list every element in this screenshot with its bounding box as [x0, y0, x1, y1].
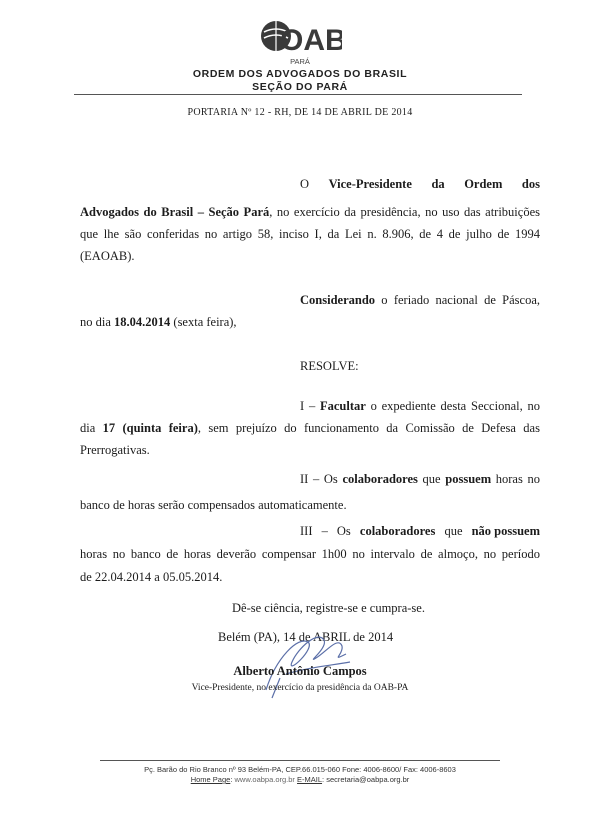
p1-word: da — [431, 177, 445, 191]
item1-text: , sem prejuízo do funcionamento da Comissão de Defesa das — [197, 421, 540, 435]
svg-text:OAB: OAB — [280, 24, 342, 57]
p1-bold-text: Advogados do Brasil – Seção Pará — [80, 205, 270, 219]
p2-line2 — [80, 311, 237, 333]
place-and-date: Belém (PA), 14 de ABRIL de 2014 — [218, 630, 394, 644]
p2-text: o feriado nacional de Páscoa, — [375, 293, 540, 307]
item2-text: horas no — [491, 472, 540, 486]
p2-bold-text: Considerando — [300, 293, 376, 307]
email-link[interactable]: secretaria@oabpa.org.br — [326, 775, 410, 784]
logo-state-label: PARÁ — [290, 57, 310, 66]
item2-line1 — [300, 468, 540, 490]
item2-text: II – Os — [300, 472, 343, 486]
closing-formula: Dê-se ciência, registre-se e cumpra-se. — [232, 601, 425, 615]
p1-line4: (EAOAB). — [80, 249, 135, 263]
p2-line1 — [300, 289, 540, 311]
resolve-heading: RESOLVE: — [300, 359, 359, 373]
item1-line2 — [80, 417, 540, 439]
footer-contacts: Home Page: www.oabpa.org.br E-MAIL: secretaria@oabpa.org.br — [190, 775, 410, 784]
item3-bold-word: colaboradores — [359, 524, 436, 538]
signatory-role: Vice-Presidente, no exercício da presidência da OAB-PA — [191, 683, 409, 693]
p1-line1 — [300, 173, 540, 195]
item3-line1 — [300, 520, 540, 542]
portaria-title: PORTARIA Nº 12 - RH, DE 14 DE ABRIL DE 2014 — [187, 107, 413, 118]
org-section: SEÇÃO DO PARÁ — [252, 81, 348, 93]
oab-logo — [258, 14, 342, 60]
item3-word: Os — [336, 524, 351, 538]
home-page-label: Home Page — [190, 775, 231, 784]
p1-word: Vice-Presidente — [328, 177, 412, 191]
p2-date: 18.04.2014 — [114, 315, 171, 329]
footer-address: Pç. Barão do Rio Branco nº 93 Belém-PA, CEP.66.015-060 Fone: 4006-8600/ Fax: 4006-8603 — [144, 765, 456, 774]
item1-line1 — [300, 395, 540, 417]
item2-bold-text: possuem — [445, 472, 492, 486]
item3-word: que — [444, 524, 463, 538]
item1-text: I – — [300, 399, 320, 413]
signatory-name: Alberto Antônio Campos — [233, 664, 367, 678]
item1-text: dia — [80, 421, 103, 435]
p1-word: O — [300, 177, 310, 191]
home-page-link[interactable]: www.oabpa.org.br — [234, 775, 295, 784]
p1-line2 — [80, 201, 540, 223]
item3-word: – — [321, 524, 328, 538]
p1-word: dos — [521, 177, 540, 191]
item3-line2: horas no banco de horas deverão compensar 1h00 no intervalo de almoço, no período — [80, 547, 540, 561]
item1-text: o expediente desta Seccional, no — [365, 399, 540, 413]
email-label: E-MAIL — [297, 775, 323, 784]
item2-line2: banco de horas serão compensados automaticamente. — [80, 498, 347, 512]
item1-line3: Prerrogativas. — [80, 443, 150, 457]
p1-text: , no exercício da presidência, no uso das atribuições — [269, 205, 540, 219]
org-name: ORDEM DOS ADVOGADOS DO BRASIL — [192, 68, 408, 80]
item1-bold-text: Facultar — [319, 399, 366, 413]
item2-bold-text: colaboradores — [342, 472, 418, 486]
p1-line3: que lhe são conferidas no artigo 58, inciso I, da Lei n. 8.906, de 4 de julho de 1994 — [80, 227, 540, 241]
footer-divider — [100, 760, 500, 761]
item3-bold-word: não possuem — [471, 524, 540, 538]
p2-text: no dia — [80, 315, 115, 329]
item3-line3: de 22.04.2014 a 05.05.2014. — [80, 570, 223, 584]
p2-text: (sexta feira), — [170, 315, 237, 329]
item2-text: que — [417, 472, 446, 486]
header-divider — [74, 94, 522, 95]
item1-bold-text: 17 (quinta feira) — [102, 421, 198, 435]
item3-word: III — [300, 524, 313, 538]
p1-word: Ordem — [464, 177, 503, 191]
